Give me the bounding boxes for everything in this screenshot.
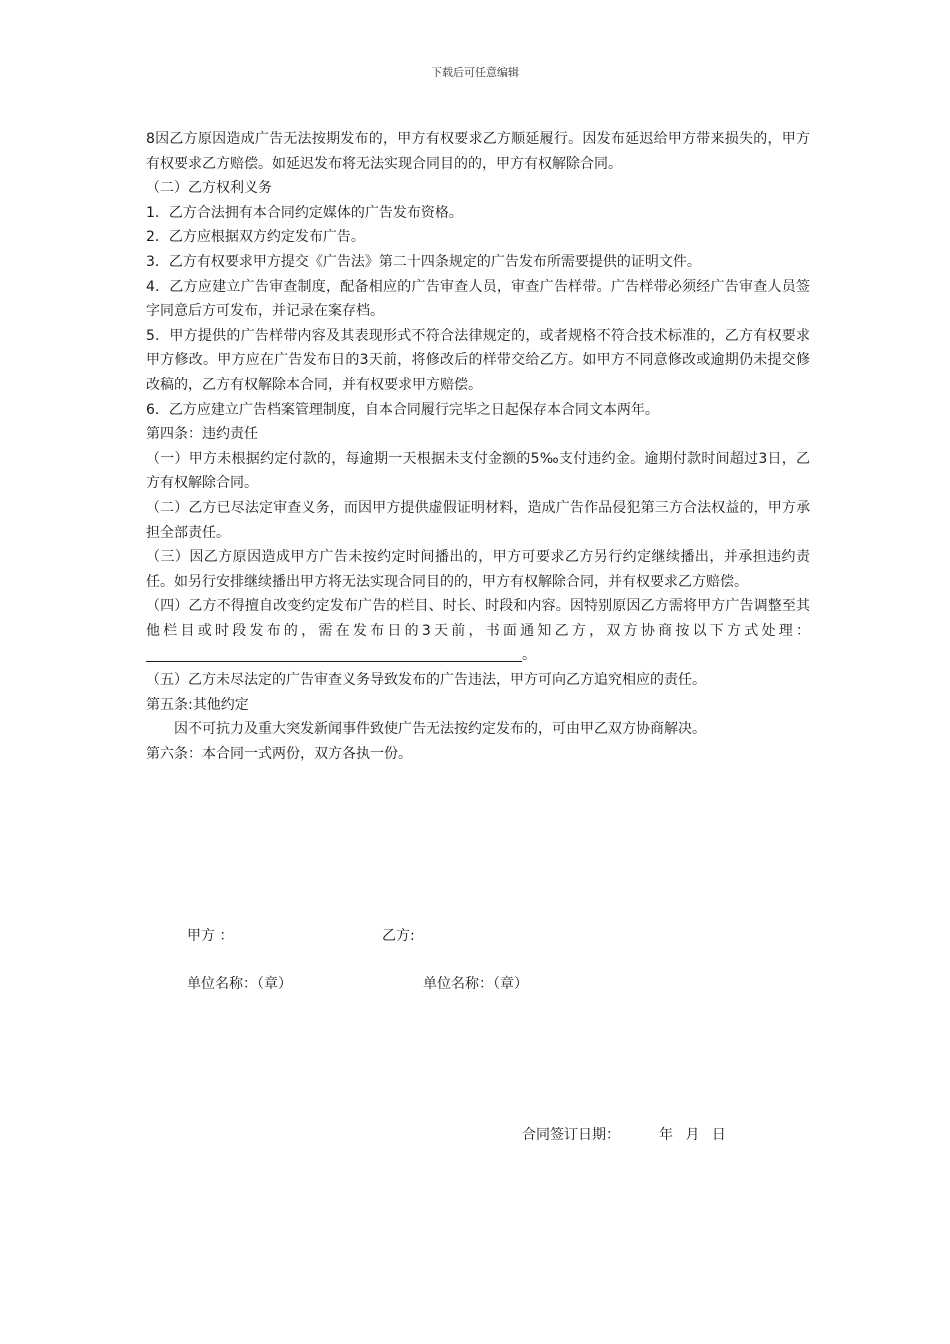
liability-clause-5: （五）乙方未尽法定的广告审查义务导致发布的广告违法，甲方可向乙方追究相应的责任。 <box>146 672 706 689</box>
fill-in-blank-line[interactable] <box>146 647 522 662</box>
liability-clause-4 <box>146 594 810 668</box>
party-b-item-2: 2．乙方应根据双方约定发布广告。 <box>146 229 365 246</box>
signature-party-b: 乙方: <box>382 928 415 944</box>
party-b-item-1: 1．乙方合法拥有本合同约定媒体的广告发布资格。 <box>146 204 463 221</box>
party-b-item-6: 6．乙方应建立广告档案管理制度，自本合同履行完毕之日起保存本合同文本两年。 <box>146 401 659 418</box>
liability-clause-2: （二）乙方已尽法定审查义务，而因甲方提供虚假证明材料，造成广告作品侵犯第三方合法权益的，甲方承担全部责任。 <box>146 499 810 541</box>
page-header-note: 下载后可任意编辑 <box>431 66 519 79</box>
party-b-item-5: 5．甲方提供的广告样带内容及其表现形式不符合法律规定的，或者规格不符合技术标准的，乙方有权要求甲方修改。甲方应在广告发布日的3天前，将修改后的样带交给乙方。如甲方不同意修改或逾期仍未提交修改稿的，乙方有权解除本合同，并有权要求甲方赔偿。 <box>146 327 810 393</box>
party-b-item-4: 4．乙方应建立广告审查制度，配备相应的广告审查人员，审查广告样带。广告样带必须经广告审查人员签字同意后方可发布，并记录在案存档。 <box>146 278 810 320</box>
unit-name-party-b: 单位名称：（章） <box>423 976 528 992</box>
liability-clause-4-end: 。 <box>522 647 536 664</box>
section-heading-party-b-rights: （二）乙方权利义务 <box>146 180 272 197</box>
clause-8-delay: 8因乙方原因造成广告无法按期发布的，甲方有权要求乙方顺延履行。因发布延迟给甲方带来损失的，甲方有权要求乙方赔偿。如延迟发布将无法实现合同目的的，甲方有权解除合同。 <box>146 131 810 172</box>
liability-clause-4-text: （四）乙方不得擅自改变约定发布广告的栏目、时长、时段和内容。因特别原因乙方需将甲方广告调整至其他栏目或时段发布的，需在发布日的3天前，书面通知乙方，双方协商按以下方式处理： <box>146 598 810 639</box>
article-6: 第六条：本合同一式两份，双方各执一份。 <box>146 745 412 762</box>
signing-date-label: 合同签订日期： <box>522 1127 620 1143</box>
article-4-heading: 第四条：违约责任 <box>146 426 258 443</box>
signature-party-a: 甲方 ： <box>187 928 234 944</box>
contract-body <box>146 127 810 766</box>
unit-name-party-a: 单位名称：（章） <box>187 976 292 992</box>
liability-clause-3: （三）因乙方原因造成甲方广告未按约定时间播出的，甲方可要求乙方另行约定继续播出，并承担违约责任。如另行安排继续播出甲方将无法实现合同目的的，甲方有权解除合同，并有权要求乙方赔偿。 <box>146 549 810 590</box>
liability-clause-1: （一）甲方未根据约定付款的，每逾期一天根据未支付金额的5‰支付违约金。逾期付款时间超过3日，乙方有权解除合同。 <box>146 450 810 492</box>
signing-date-fields: 年 月 日 <box>659 1127 726 1143</box>
force-majeure-clause: 因不可抗力及重大突发新闻事件致使广告无法按约定发布的，可由甲乙双方协商解决。 <box>174 721 706 738</box>
party-b-item-3: 3．乙方有权要求甲方提交《广告法》第二十四条规定的广告发布所需要提供的证明文件。 <box>146 253 701 270</box>
article-5-heading: 第五条:其他约定 <box>146 696 249 713</box>
